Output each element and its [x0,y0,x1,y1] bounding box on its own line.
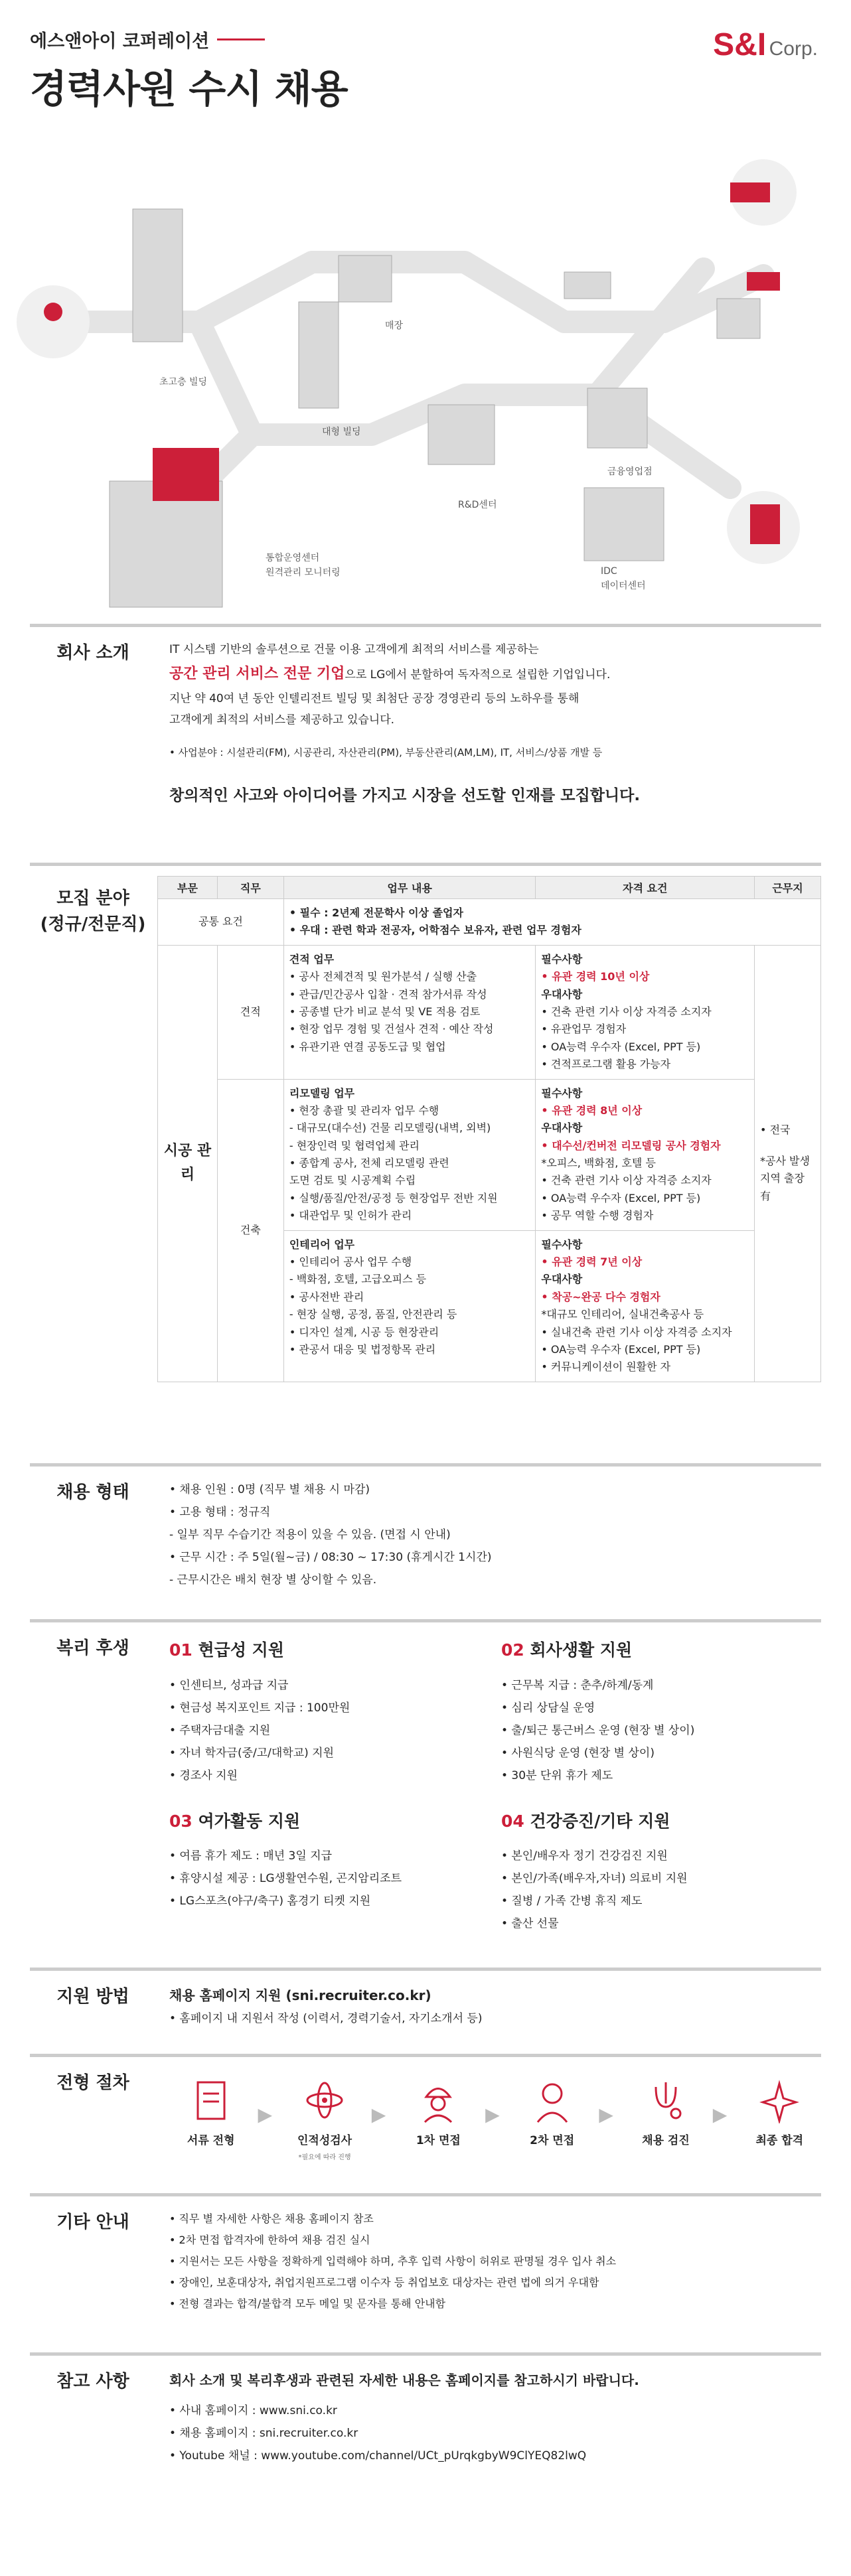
page-title: 경력사원 수시 채용 [30,66,348,111]
section-etc: 기타 안내 • 직무 별 자세한 사항은 채용 홈페이지 참조 • 2차 면접 합격자에 한하여 채용 검진 실시 • 지원서는 모든 사항을 정확하게 입력해야 하며, 추후 입력 사항이 허위로 판명될 경우 입사 취소 • 장애인, 보훈대상자, 취업지원프로그램 이수자 등 취업보호 대상자는 관련 법에 의거 우대함 • 전형 결과는 합격/불합격 모두 메일 및 문자를 통해 안내함 [30,2193,821,2346]
person-icon [532,2077,572,2123]
process-step: 서류 전형 [169,2077,252,2151]
worker-icon [418,2077,458,2123]
chevron-right-icon: ▶ [599,2104,613,2125]
hero-label: 금융영업점 [607,466,653,477]
process-step: 1차 면접 [397,2077,480,2151]
process-step: 최종 합격 [738,2077,821,2151]
title-rule [217,38,265,40]
process-step: 인적성검사 *필요에 따라 진행 [283,2077,366,2164]
hero-label: 대형 빌딩 [322,427,361,437]
welfare-group: 03 여가활동 지원 • 여름 휴가 제도 : 매년 3일 지급 • 휴양시설 제공 : LG생활연수원, 곤지암리조트 • LG스포츠(야구/축구) 홈경기 티켓 지원 [169,1811,402,1908]
section-label: 회사 소개 [56,643,129,663]
chevron-right-icon: ▶ [712,2104,728,2125]
hero-label: 원격관리 모니터링 [266,567,341,578]
jobs-table: 부문 직무 업무 내용 자격 요건 근무지 공통 요건 • 필수 : 2년제 전문학사 이상 졸업자 • 우대 : 관련 학과 전공자, 어학점수 보유자, 관련 업무 경험자 시공 관리 견적 견적 업무 • 공사 전체견적 및 원가분석 / 실행 산출 • 관급/민간공사 입찰 · 견적 참가서류 작성 • 공종별 단가 비교 분석 및 VE 적용 검토 • 현장 업무 경험 및 건설사 견적 · 예산 작성 • 유관기관 연결 공동도급 및 협업 필수사항 • 유관 경력 10년 이상 우대사항 • 건축 관련 기사 이상 자격증 소지자 • 유관업무 경험자 • OA능력 우수자 (Excel, PPT 등) • 견적프로그램 활용 가능자 • 전국 *공사 발생 지역 출장 有 건축 리모델링 업무 • 현장 총괄 및 관리자 업무 수행 - 대규모(대수선) 건물 리모델링(내벽, 외벽) - 현장인력 및 협력업체 관리 • 종합계 공사, 전체 리모델링 관련 도면 검토 및 시공계획 수립 • 실행/품질/안전/공정 등 현장업무 전반 지원 • 대관업무 및 인허가 관리 필수사항 • 유관 경력 8년 이상 우대사항 • 대수선/컨버전 리모델링 공사 경험자 *오피스, 백화점, 호텔 등 • 건축 관련 기사 이상 자격증 소지자 • OA능력 우수자 (Excel, PPT 등) • 공무 역할 수행 경험자 인테리어 업무 • 인테리어 공사 업무 수행 - 백화점, 호텔, 고급오피스 등 • 공사전반 관리 - 현장 실행, 공정, 품질, 안전관리 등 • 디자인 설계, 시공 등 현장관리 • 관공서 대응 및 법정항목 관리 필수사항 • 유관 경력 7년 이상 우대사항 • 착공~완공 다수 경험자 *대규모 인테리어, 실내건축공사 등 • 실내건축 관련 기사 이상 자격증 소지자 • OA능력 우수자 (Excel, PPT 등) • 커뮤니케이션이 원활한 자 [157,876,821,1382]
document-icon [191,2077,231,2123]
welfare-group: 02 회사생활 지원 • 근무복 지급 : 춘추/하계/동계 • 심리 상담실 운영 • 출/퇴근 통근버스 운영 (현장 별 상이) • 사원식당 운영 (현장 별 상이) • 30분 단위 휴가 제도 [501,1640,695,1782]
section-welfare: 복리 후생 01 현급성 지원 • 인센티브, 성과급 지급 • 현금성 복지포인트 지급 : 100만원 • 주택자금대출 지원 • 자녀 학자금(중/고/대학교) 지원 • 경조사 지원 02 회사생활 지원 • 근무복 지급 : 춘추/하계/동계 • 심리 상담실 운영 • 출/퇴근 통근버스 운영 (현장 별 상이) • 사원식당 운영 (현장 별 상이) • 30분 단위 휴가 제도 03 여가활동 지원 • 여름 휴가 제도 : 매년 3일 지급 • 휴양시설 제공 : LG생활연수원, 곤지암리조트 • LG스포츠(야구/축구) 홈경기 티켓 지원 04 건강증진/기타 지원 • 본인/배우자 정기 건강검진 지원 • 본인/가족(배우자,자녀) 의료비 지원 • 질병 / 가족 간병 휴직 제도 • 출산 선물 [30,1619,821,1964]
section-intro: 회사 소개 IT 시스템 기반의 솔루션으로 건물 이용 고객에게 최적의 서비스를 제공하는 공간 관리 서비스 전문 기업으로 LG에서 분할하여 독자적으로 설립한 기업입니다. 지난 약 40여 년 동안 인텔리전트 빌딩 및 최첨단 공장 경영관리 등의 노하우를 통해 고객에게 최적의 서비스를 제공하고 있습니다. • 사업분야 : 시설관리(FM), 시공관리, 자산관리(PM), 부동산관리(AM,LM), IT, 서비스/상품 개발 등 창의적인 사고와 아이디어를 가지고 시장을 선도할 인재를 모집합니다. [30,624,821,823]
welfare-group: 04 건강증진/기타 지원 • 본인/배우자 정기 건강검진 지원 • 본인/가족(배우자,자녀) 의료비 지원 • 질병 / 가족 간병 휴직 제도 • 출산 선물 [501,1811,688,1930]
hero-label: 초고층 빌딩 [159,377,208,388]
hero-illustration [0,129,851,627]
homepage-link[interactable]: • 사내 홈페이지 : www.sni.co.kr [169,2404,337,2417]
section-type: 채용 형태 • 채용 인원 : 0명 (직무 별 채용 시 마감) • 고용 형태 : 정규직 - 일부 직무 수습기간 적용이 있을 수 있음. (면접 시 안내) • 근무 시간 : 주 5일(월~금) / 08:30 ~ 17:30 (휴게시간 1시간) - 근무시간은 배치 현장 별 상이할 수 있음. [30,1463,821,1616]
section-ref: 참고 사항 회사 소개 및 복리후생과 관련된 자세한 내용은 홈페이지를 참고하시기 바랍니다. • 사내 홈페이지 : www.sni.co.kr • 채용 홈페이지 : sni.recruiter.co.kr • Youtube 채널 : www.youtube.com/channel/UCt_pUrqkgbyW9ClYEQ82lwQ [30,2352,821,2498]
recruit-link[interactable]: • 채용 홈페이지 : sni.recruiter.co.kr [169,2427,358,2440]
company-name: 에스앤아이 코퍼레이션 [30,31,210,52]
hero-label: R&D센터 [458,500,497,510]
hero-label: 통합운영센터 [266,553,320,563]
hero-label: IDC [601,566,617,577]
section-process: 전형 절차 서류 전형 ▶ 인적성검사 *필요에 따라 진행 ▶ 1차 면접 ▶ 2차 면접 ▶ 채용 검진 ▶ 최종 합격 [30,2054,821,2186]
company-logo: S&I Corp. [713,27,818,62]
header [30,27,348,113]
youtube-link[interactable]: • Youtube 채널 : www.youtube.com/channel/UCt_pUrqkgbyW9ClYEQ82lwQ [169,2449,587,2463]
chevron-right-icon: ▶ [485,2104,500,2125]
welfare-group: 01 현급성 지원 • 인센티브, 성과급 지급 • 현금성 복지포인트 지급 : 100만원 • 주택자금대출 지원 • 자녀 학자금(중/고/대학교) 지원 • 경조사 지원 [169,1640,350,1782]
section-jobs: 모집 분야 (정규/전문직) 부문 직무 업무 내용 자격 요건 근무지 공통 요건 • 필수 : 2년제 전문학사 이상 졸업자 • 우대 : 관련 학과 전공자, 어학점수 보유자, 관련 업무 경험자 시공 관리 견적 견적 업무 • 공사 전체견적 및 원가분석 / 실행 산출 • 관급/민간공사 입찰 · 견적 참가서류 작성 • 공종별 단가 비교 분석 및 VE 적용 검토 • 현장 업무 경험 및 건설사 견적 · 예산 작성 • 유관기관 연결 공동도급 및 협업 필수사항 • 유관 경력 10년 이상 우대사항 • 건축 관련 기사 이상 자격증 소지자 • 유관업무 경험자 • OA능력 우수자 (Excel, PPT 등) • 견적프로그램 활용 가능자 • 전국 *공사 발생 지역 출장 有 건축 리모델링 업무 • 현장 총괄 및 관리자 업무 수행 - 대규모(대수선) 건물 리모델링(내벽, 외벽) - 현장인력 및 협력업체 관리 • 종합계 공사, 전체 리모델링 관련 도면 검토 및 시공계획 수립 • 실행/품질/안전/공정 등 현장업무 전반 지원 • 대관업무 및 인허가 관리 필수사항 • 유관 경력 8년 이상 우대사항 • 대수선/컨버전 리모델링 공사 경험자 *오피스, 백화점, 호텔 등 • 건축 관련 기사 이상 자격증 소지자 • OA능력 우수자 (Excel, PPT 등) • 공무 역할 수행 경험자 인테리어 업무 • 인테리어 공사 업무 수행 - 백화점, 호텔, 고급오피스 등 • 공사전반 관리 - 현장 실행, 공정, 품질, 안전관리 등 • 디자인 설계, 시공 등 현장관리 • 관공서 대응 및 법정항목 관리 필수사항 • 유관 경력 7년 이상 우대사항 • 착공~완공 다수 경험자 *대규모 인테리어, 실내건축공사 등 • 실내건축 관련 기사 이상 자격증 소지자 • OA능력 우수자 (Excel, PPT 등) • 커뮤니케이션이 원활한 자 [30,863,821,1460]
process-step: 채용 검진 [624,2077,707,2151]
atom-icon [305,2077,345,2123]
process-step: 2차 면접 [510,2077,593,2151]
medical-icon [646,2077,686,2123]
hero-label: 매장 [385,321,404,331]
sparkle-icon [759,2077,799,2123]
section-apply: 지원 방법 채용 홈페이지 지원 (sni.recruiter.co.kr) • 홈페이지 내 지원서 작성 (이력서, 경력기술서, 자기소개서 등) [30,1968,821,2047]
chevron-right-icon: ▶ [258,2104,272,2125]
hero-label: 데이터센터 [601,581,646,591]
chevron-right-icon: ▶ [371,2104,386,2125]
